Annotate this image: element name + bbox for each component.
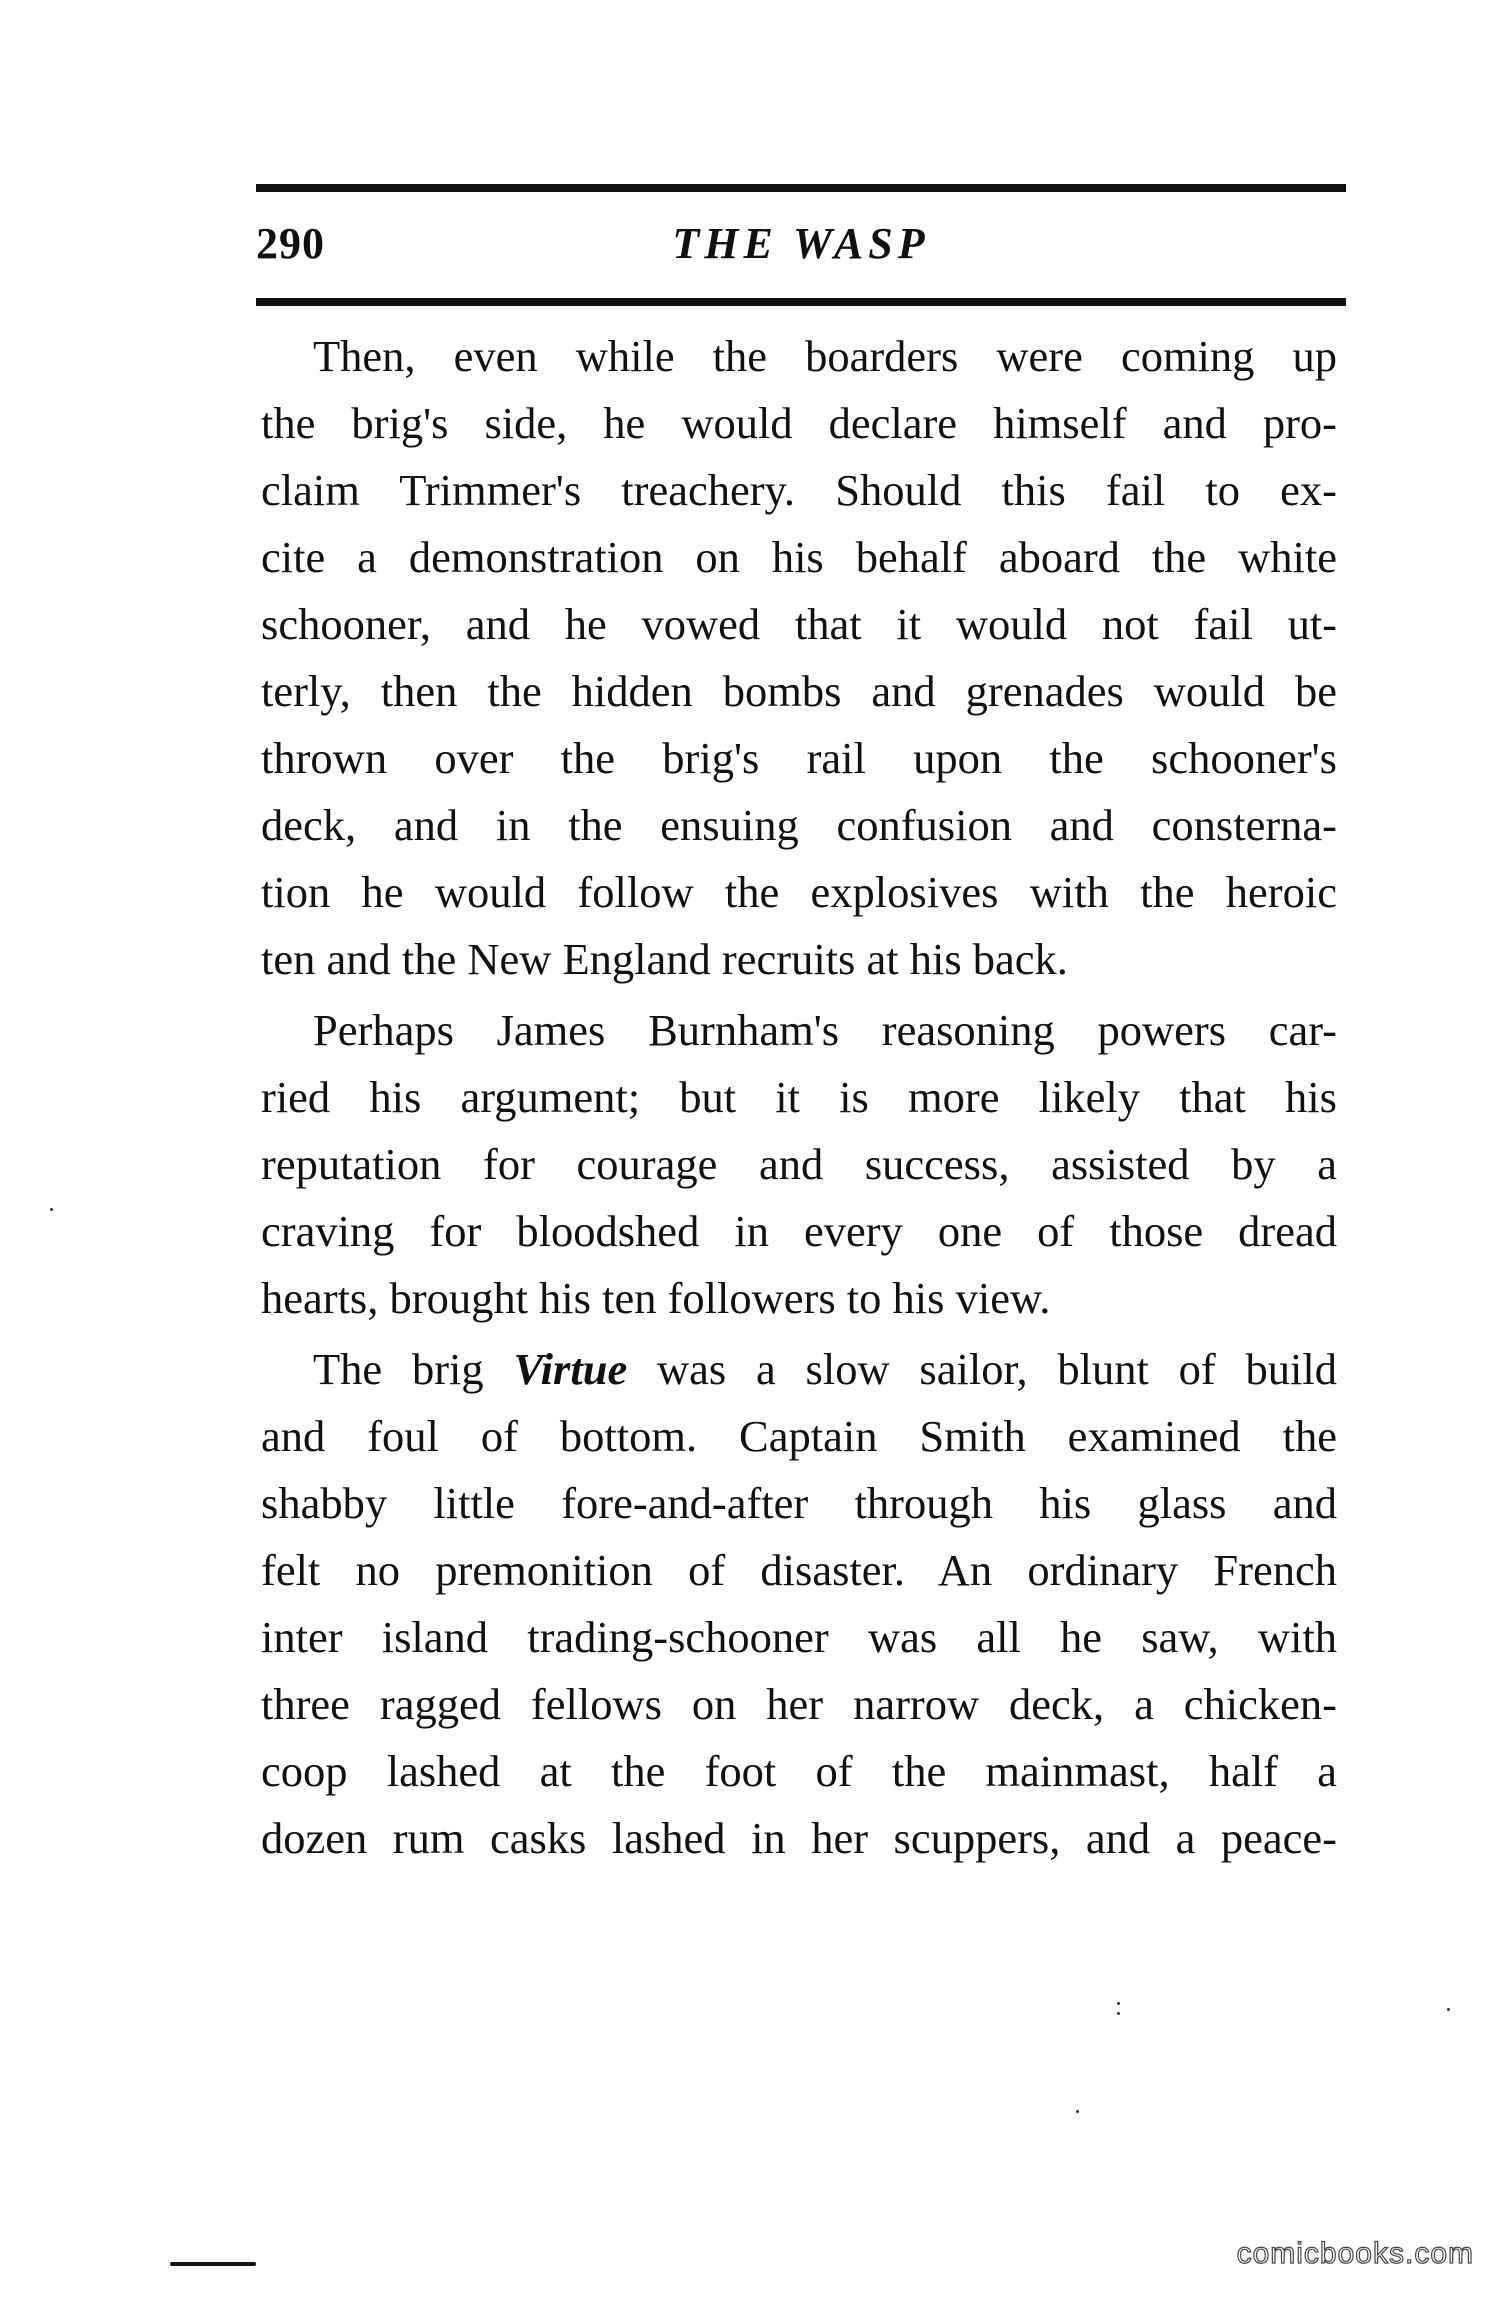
text-line: craving for bloodshed in every one of those dread bbox=[261, 1206, 1337, 1256]
scan-speck bbox=[50, 1208, 53, 1211]
text-line: shabby little fore-and-after through his glass and bbox=[261, 1478, 1337, 1528]
text-run: The brig bbox=[313, 1344, 514, 1394]
text-line: Perhaps James Burnham's reasoning powers car- bbox=[313, 1005, 1337, 1055]
paragraph-3 bbox=[261, 1336, 1337, 1872]
ship-name-italic: Virtue bbox=[513, 1344, 628, 1394]
text-line: Then, even while the boarders were coming up bbox=[313, 331, 1337, 381]
text-line: the brig's side, he would declare himself and pro- bbox=[261, 398, 1337, 448]
header-rule-bottom bbox=[256, 298, 1346, 306]
header-rule-top bbox=[256, 184, 1346, 192]
scan-speck bbox=[1117, 2012, 1120, 2015]
page-body bbox=[261, 323, 1337, 1872]
text-line: tion he would follow the explosives with the heroic bbox=[261, 867, 1337, 917]
text-line: deck, and in the ensuing confusion and consterna- bbox=[261, 800, 1337, 850]
text-line: claim Trimmer's treachery. Should this fail to ex- bbox=[261, 465, 1337, 515]
watermark: comicbooks.com bbox=[1236, 2237, 1474, 2270]
text-line: felt no premonition of disaster. An ordinary French bbox=[261, 1545, 1337, 1595]
scan-mark bbox=[170, 2262, 256, 2266]
text-run: was a slow sailor, blunt of build bbox=[627, 1344, 1337, 1394]
text-line: terly, then the hidden bombs and grenades would be bbox=[261, 666, 1337, 716]
running-title: THE WASP bbox=[672, 219, 930, 268]
text-line: hearts, brought his ten followers to his view. bbox=[261, 1273, 1051, 1323]
scan-speck bbox=[1447, 2008, 1450, 2011]
text-line: cite a demonstration on his behalf aboard the white bbox=[261, 532, 1337, 582]
paragraph-1 bbox=[261, 323, 1337, 993]
text-line: dozen rum casks lashed in her scuppers, and a peace- bbox=[261, 1813, 1337, 1863]
text-line: schooner, and he vowed that it would not fail ut- bbox=[261, 599, 1337, 649]
text-line: reputation for courage and success, assisted by a bbox=[261, 1139, 1337, 1189]
text-line: thrown over the brig's rail upon the schooner's bbox=[261, 733, 1337, 783]
scan-speck bbox=[1076, 2110, 1079, 2113]
page-number: 290 bbox=[256, 219, 325, 268]
text-line bbox=[261, 1336, 1337, 1403]
text-line: coop lashed at the foot of the mainmast, half a bbox=[261, 1746, 1337, 1796]
scan-speck bbox=[1117, 2002, 1120, 2005]
text-line: ried his argument; but it is more likely that his bbox=[261, 1072, 1337, 1122]
text-line: three ragged fellows on her narrow deck, a chicken- bbox=[261, 1679, 1337, 1729]
paragraph-2 bbox=[261, 997, 1337, 1332]
text-line: and foul of bottom. Captain Smith examined the bbox=[261, 1411, 1337, 1461]
text-line: ten and the New England recruits at his back. bbox=[261, 934, 1068, 984]
text-line: inter island trading-schooner was all he saw, with bbox=[261, 1612, 1337, 1662]
